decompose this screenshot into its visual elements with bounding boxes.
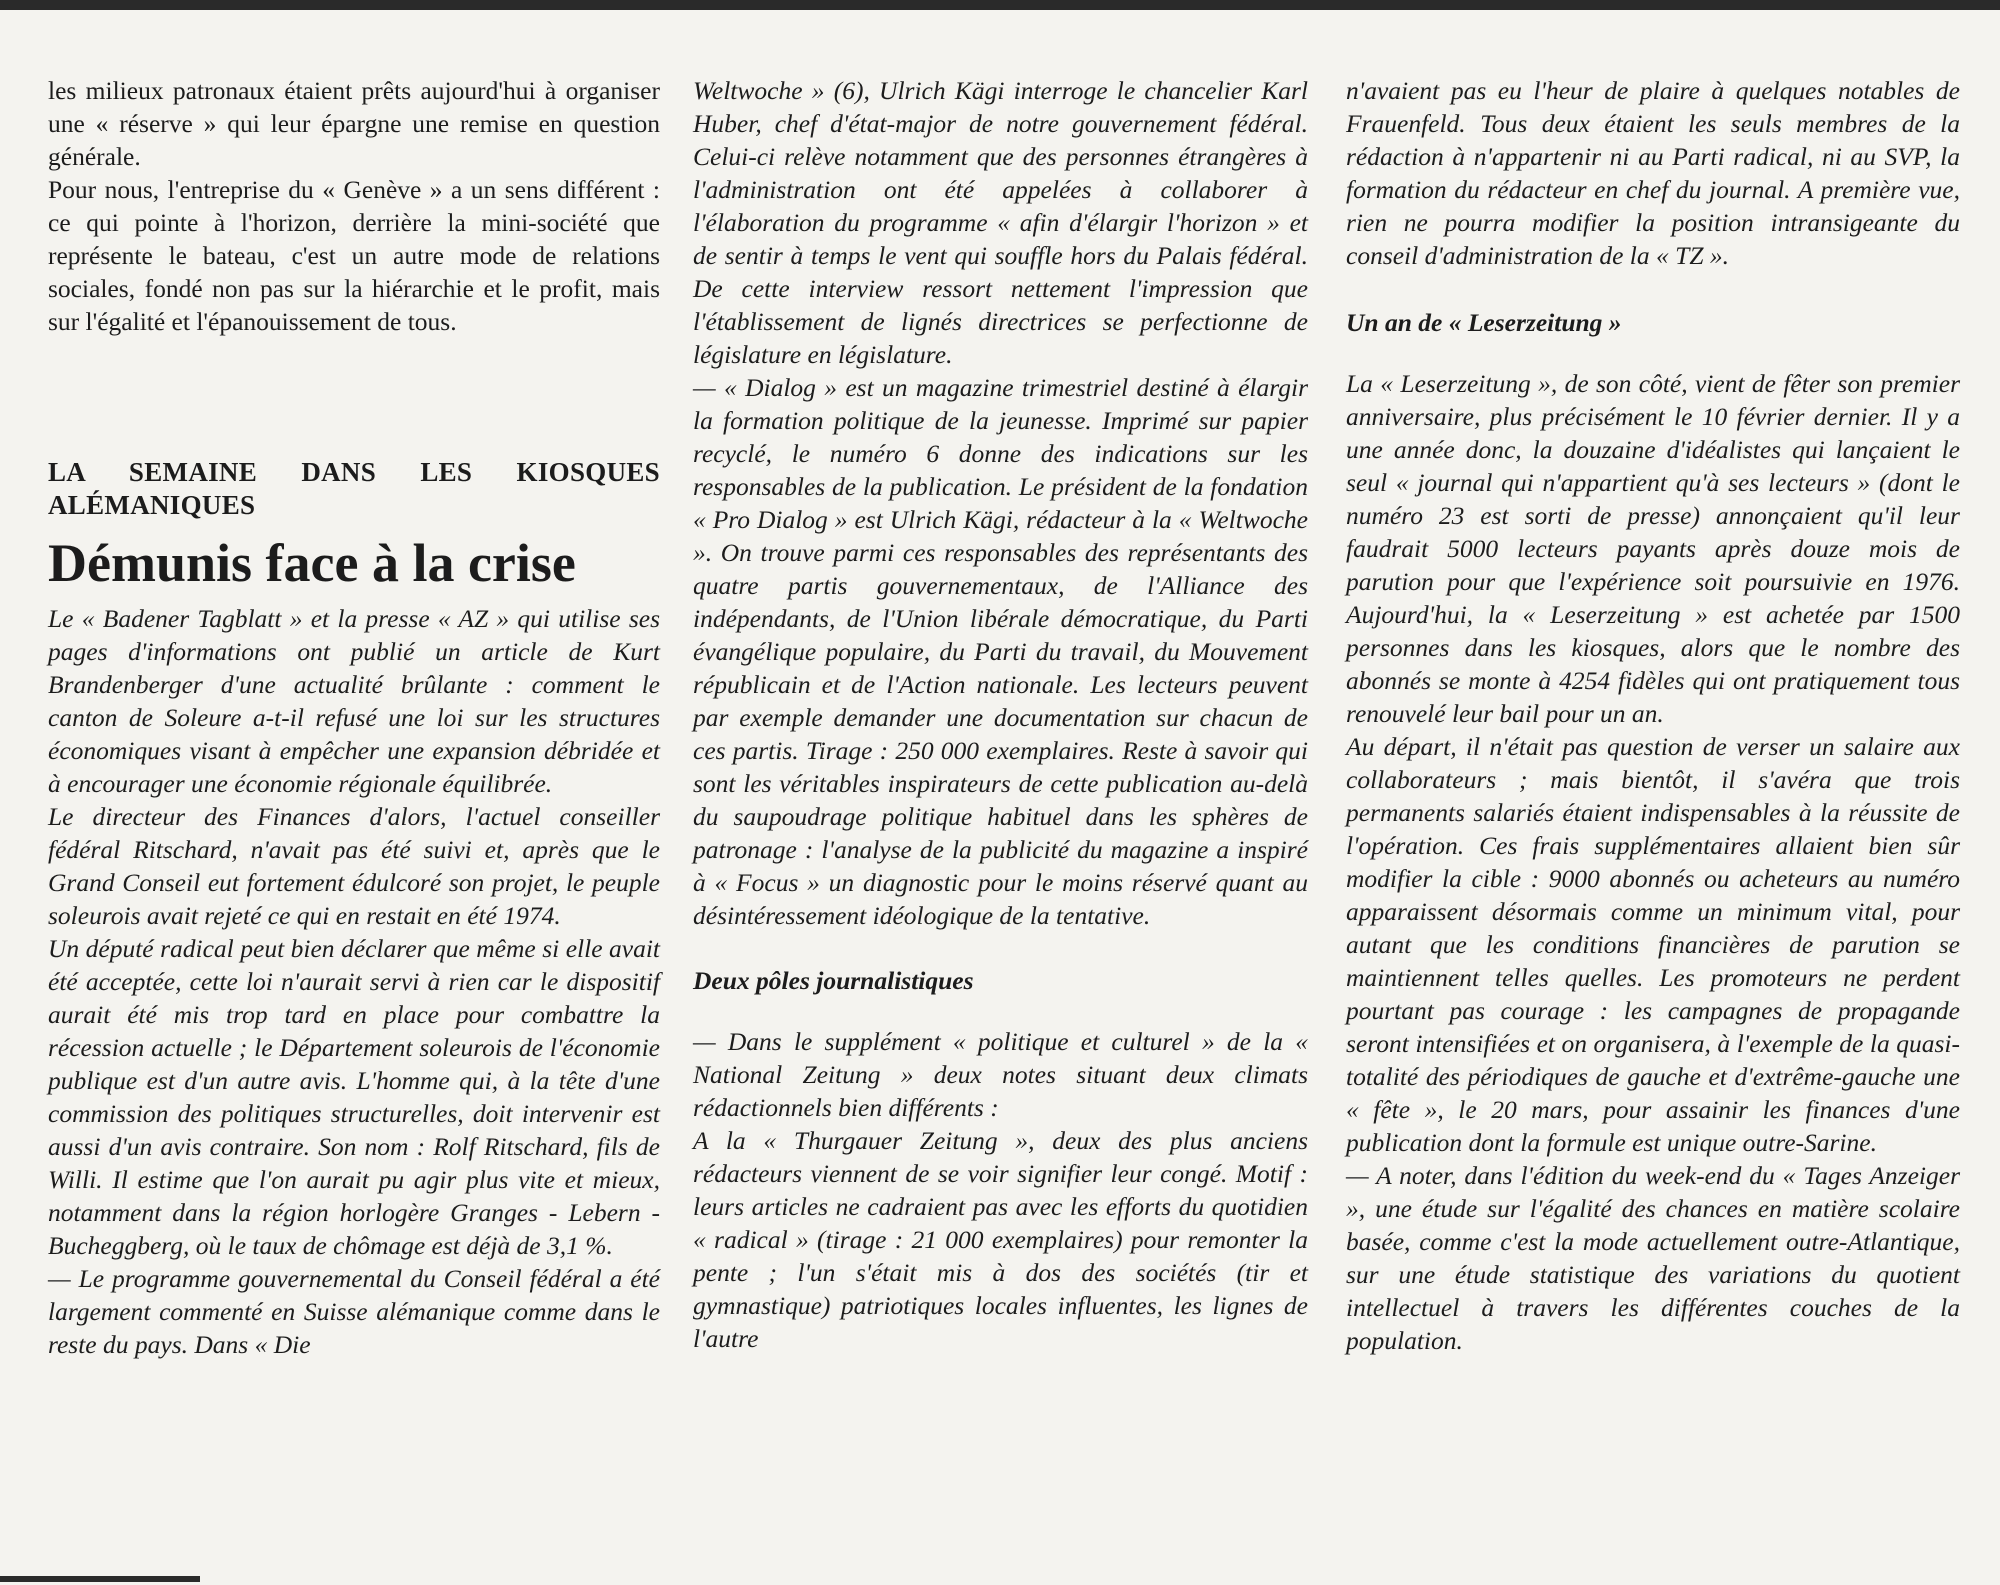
paragraph: Pour nous, l'entreprise du « Genève » a un sens différent : ce qui pointe à l'horizon, derrière la mini-société que représente le bateau, c'est un autre mode de relations sociales, fondé non pas sur la hiérarchie et le profit, mais sur l'égalité et l'épanouissement de tous.	[48, 175, 660, 336]
paragraph: — A noter, dans l'édition du week-end du « Tages Anzeiger », une étude sur l'égalité des chances en matière scolaire basée, comme c'est la mode actuellement outre-Atlantique, sur une étude statistique des variations du quotient intellectuel à travers les différentes couches de la population.	[1346, 1161, 1960, 1355]
paragraph: — « Dialog » est un magazine trimestriel destiné à élargir la formation politique de la jeunesse. Imprimé sur papier recyclé, le numéro 6 donne des indications sur les responsables de la publication. Le président de la fondation « Pro Dialog » est Ulrich Kägi, rédacteur à la « Weltwoche ». On trouve parmi ces responsables des représentants des quatre partis gouvernementaux, de l'Alliance des indépendants, de l'Union libérale démocratique, du Parti évangélique populaire, du Parti du travail, du Mouvement républicain et de l'Action nationale. Les lecteurs peuvent par exemple demander une documentation sur chacun de ces partis. Tirage : 250 000 exemplaires. Reste à savoir qui sont les véritables inspirateurs de cette publication au-delà du saupoudrage politique habituel dans les sphères de patronage : l'analyse de la publicité du magazine a inspiré à « Focus » un diagnostic pour le moins réservé quant au désintéressement idéologique de la tentative.	[693, 373, 1308, 930]
article-headline: Démunis face à la crise	[48, 533, 576, 593]
top-rule	[0, 0, 2000, 10]
column-2	[693, 74, 1308, 1355]
paragraph: Au départ, il n'était pas question de verser un salaire aux collaborateurs ; mais bientôt, il s'avéra que trois permanents salariés étaient indispensables à la réussite de l'opération. Ces frais supplémentaires allaient bien sûr modifier la cible : 9000 abonnés ou acheteurs au numéro apparaissent désormais comme un minimum vital, pour autant que les conditions financières de parution se maintiennent telles quelles. Les promoteurs ne perdent pourtant pas courage : les campagnes de propagande seront intensifiées et on organisera, à l'exemple de la quasi-totalité des périodiques de gauche et d'extrême-gauche une « fête », le 20 mars, pour assainir les finances d'une publication dont la formule est unique outre-Sarine.	[1346, 732, 1960, 1157]
column-3	[1346, 74, 1960, 1357]
paragraph: — Le programme gouvernemental du Conseil fédéral a été largement commenté en Suisse alémanique comme dans le reste du pays. Dans « Die	[48, 1264, 660, 1359]
bottom-rule	[0, 1576, 200, 1582]
paragraph: Le directeur des Finances d'alors, l'actuel conseiller fédéral Ritschard, n'avait pas été suivi et, après que le Grand Conseil eut fortement édulcoré son projet, le peuple soleurois avait rejeté ce qui en restait en été 1974.	[48, 802, 660, 930]
paragraph: n'avaient pas eu l'heur de plaire à quelques notables de Frauenfeld. Tous deux étaient les seuls membres de la rédaction à n'appartenir ni au Parti radical, ni au SVP, la formation du rédacteur en chef du journal. A première vue, rien ne pourra modifier la position intransigeante du conseil d'administration de la « TZ ».	[1346, 76, 1960, 270]
paragraph: — Dans le supplément « politique et culturel » de la « National Zeitung » deux notes situant deux climats rédactionnels bien différents :	[693, 1027, 1308, 1122]
paragraph: Le « Badener Tagblatt » et la presse « AZ » qui utilise ses pages d'informations ont publié un article de Kurt Brandenberger d'une actualité brûlante : comment le canton de Soleure a-t-il refusé une loi sur les structures économiques visant à empêcher une expansion débridée et à encourager une économie régionale équilibrée.	[48, 604, 660, 798]
paragraph: Un député radical peut bien déclarer que même si elle avait été acceptée, cette loi n'aurait servi à rien car le dispositif aurait été mis trop tard en place pour combattre la récession actuelle ; le Département soleurois de l'économie publique est d'un autre avis. L'homme qui, à la tête d'une commission des politiques structurelles, doit intervenir est aussi d'un avis contraire. Son nom : Rolf Ritschard, fils de Willi. Il estime que l'on aurait pu agir plus vite et mieux, notamment dans la région horlogère Granges - Lebern - Bucheggberg, où le taux de chômage est déjà de 3,1 %.	[48, 934, 660, 1260]
column-1	[48, 74, 660, 1361]
paragraph: Weltwoche » (6), Ulrich Kägi interroge le chancelier Karl Huber, chef d'état-major de notre gouvernement fédéral. Celui-ci relève notamment que des personnes étrangères à l'administration ont été appelées à collaborer à l'élaboration du programme « afin d'élargir l'horizon » et de sentir à temps le vent qui souffle hors du Palais fédéral. De cette interview ressort nettement l'impression que l'établissement de lignés directrices se perfectionne de législature en législature.	[693, 76, 1308, 369]
paragraph: A la « Thurgauer Zeitung », deux des plus anciens rédacteurs viennent de se voir signifier leur congé. Motif : leurs articles ne cadraient pas avec les efforts du quotidien « radical » (tirage : 21 000 exemplaires) pour remonter la pente ; l'un s'était mis à dos des sociétés (tir et gymnastique) patriotiques locales influentes, les lignes de l'autre	[693, 1126, 1308, 1353]
subheading: Deux pôles journalistiques	[693, 966, 974, 995]
section-kicker: LA SEMAINE DANS LES KIOSQUES ALÉMANIQUES	[48, 457, 660, 520]
paragraph: La « Leserzeitung », de son côté, vient de fêter son premier anniversaire, plus précisément le 10 février dernier. Il y a une année donc, la douzaine d'idéalistes qui lançaient le seul « journal qui n'appartient qu'à ses lecteurs » (dont le numéro 23 est sorti de presse) annonçaient qu'il leur faudrait 5000 lecteurs payants après douze mois de parution pour que l'expérience soit poursuivie en 1976. Aujourd'hui, la « Leserzeitung » est achetée par 1500 personnes dans les kiosques, alors que le nombre des abonnés se monte à 4254 fidèles qui ont pratiquement tous renouvelé leur bail pour un an.	[1346, 369, 1960, 728]
subheading: Un an de « Leserzeitung »	[1346, 308, 1622, 337]
paragraph: les milieux patronaux étaient prêts aujourd'hui à organiser une « réserve » qui leur épargne une remise en question générale.	[48, 76, 660, 171]
